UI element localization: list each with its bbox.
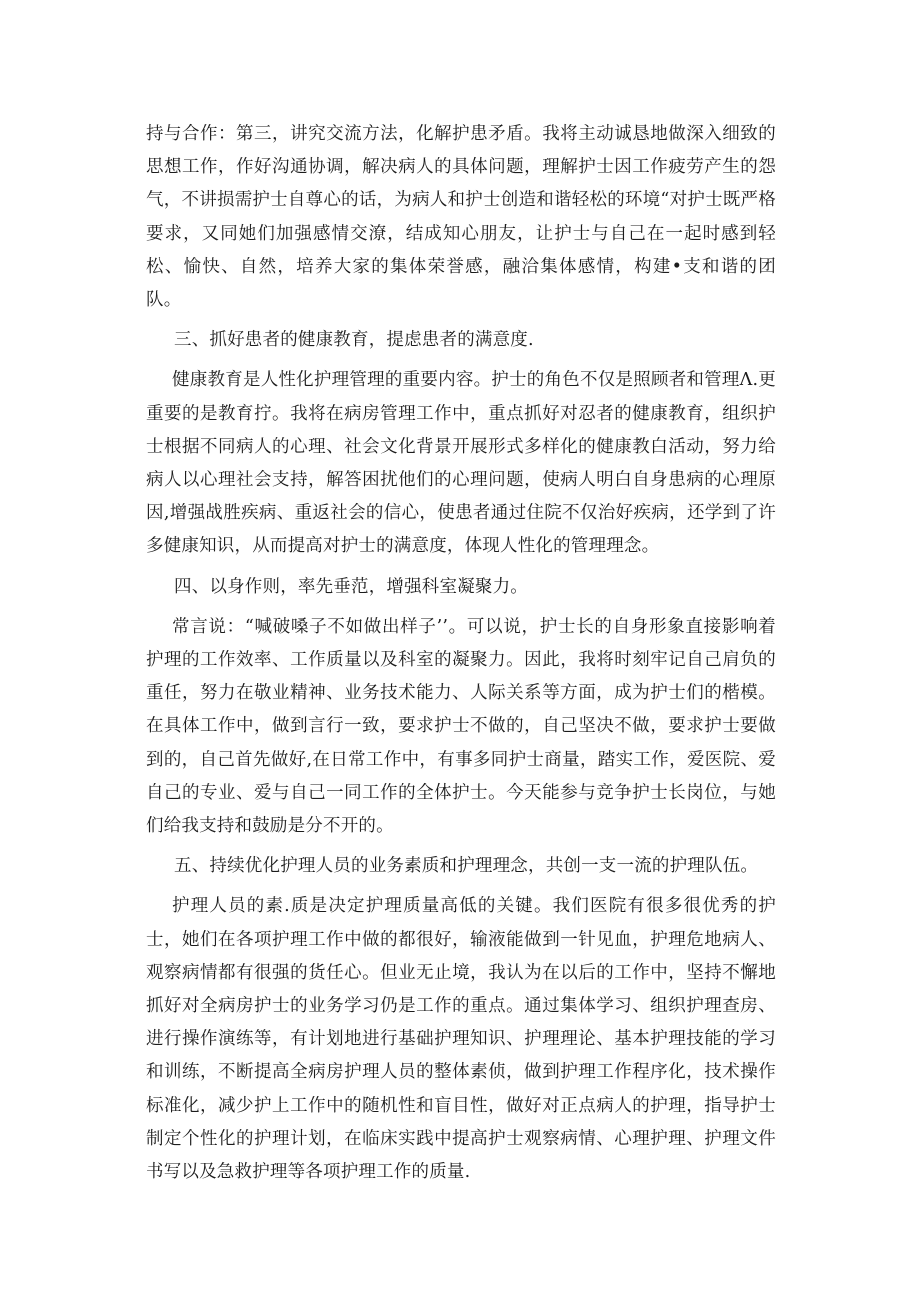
section-heading-3: 三、抓好患者的健康教育，提虑患者的满意度. — [174, 330, 534, 351]
section-heading-5: 五、持续优化护理人员的业务素质和护理理念，共创一支一流的护理队伍。 — [174, 856, 759, 877]
paragraph-health-education: 健康教育是人性化护理管理的重要内容。护士的角色不仅是照顾者和管理Λ.更重要的是教育拧。我将在病房管理工作中，重点抓好对忍者的健康教育，组织护士根据不同病人的心理、社会文化背景开展形式多样化的健康教白活动，努力给病人以心理社会支持，解答困扰他们的心理问题，使病人明白自身患病的心理原因,增强战胜疾病、重返社会的信心，使患者通过住院不仅治好疾病，还学到了许多健康知识，从而提高对护士的满意度，体现人性化的管理理念。 — [146, 370, 776, 557]
paragraph-lead-by-example: 常言说：“喊破嗓子不如做出样子’’。可以说，护士长的自身形象直接影响着护理的工作效率、工作质量以及科室的凝聚力。因此，我将时刻牢记自己肩负的重任，努力在敬业精神、业务技术能力、人际关系等方面，成为护士们的楷模。在具体工作中，做到言行一致，要求护士不做的，自己坚决不做，要求护士要做到的，自己首先做好,在日常工作中，有事多同护士商量，踏实工作，爱医院、爱自己的专业、爱与自己一同工作的全体护士。今天能参与竞争护士长岗位，与她们给我支持和鼓励是分不开的。 — [146, 616, 776, 837]
paragraph-staff-quality: 护理人员的素.质是决定护理质量高低的关键。我们医院有很多很优秀的护士，她们在各项护理工作中做的都很好，输液能做到一针见血，护理危地病人、观察病情都有很强的货任心。但业无止境，我认为在以后的工作中，坚持不懈地抓好对全病房护士的业务学习仍是工作的重点。通过集体学习、组织护理查房、进行操作演练等，有计划地进行基础护理知识、护理理论、基本护理技能的学习和训练，不断提高全病房护理人员的整体素侦，做到护理工作程序化，技术操作标准化，减少护上工作中的随机性和盲目性，做好对正点病人的护理，指导护士制定个性化的护理计划，在临床实践中提高护士观察病情、心理护理、护理文件书写以及急救护理等各项护理工作的质量. — [146, 896, 776, 1183]
section-heading-4: 四、以身作则，率先垂范，增强科室凝聚力。 — [174, 576, 528, 597]
document-body — [146, 118, 776, 1196]
paragraph-continued: 持与合作：第三，讲究交流方法，化解护患矛盾。我将主动诚恳地做深入细致的思想工作，作好沟通协调，解决病人的具体问题，理解护士因工作疲劳产生的怨气，不讲损需护士自尊心的话，为病人和护士创造和谐轻松的环境“对护士既严格要求，又同她们加强感情交潦，结成知心朋友，让护士与自己在一起时感到轻松、愉快、自然，培养大家的集体荣誉感，融洽集体感情，构建•支和谐的团队。 — [146, 124, 776, 311]
